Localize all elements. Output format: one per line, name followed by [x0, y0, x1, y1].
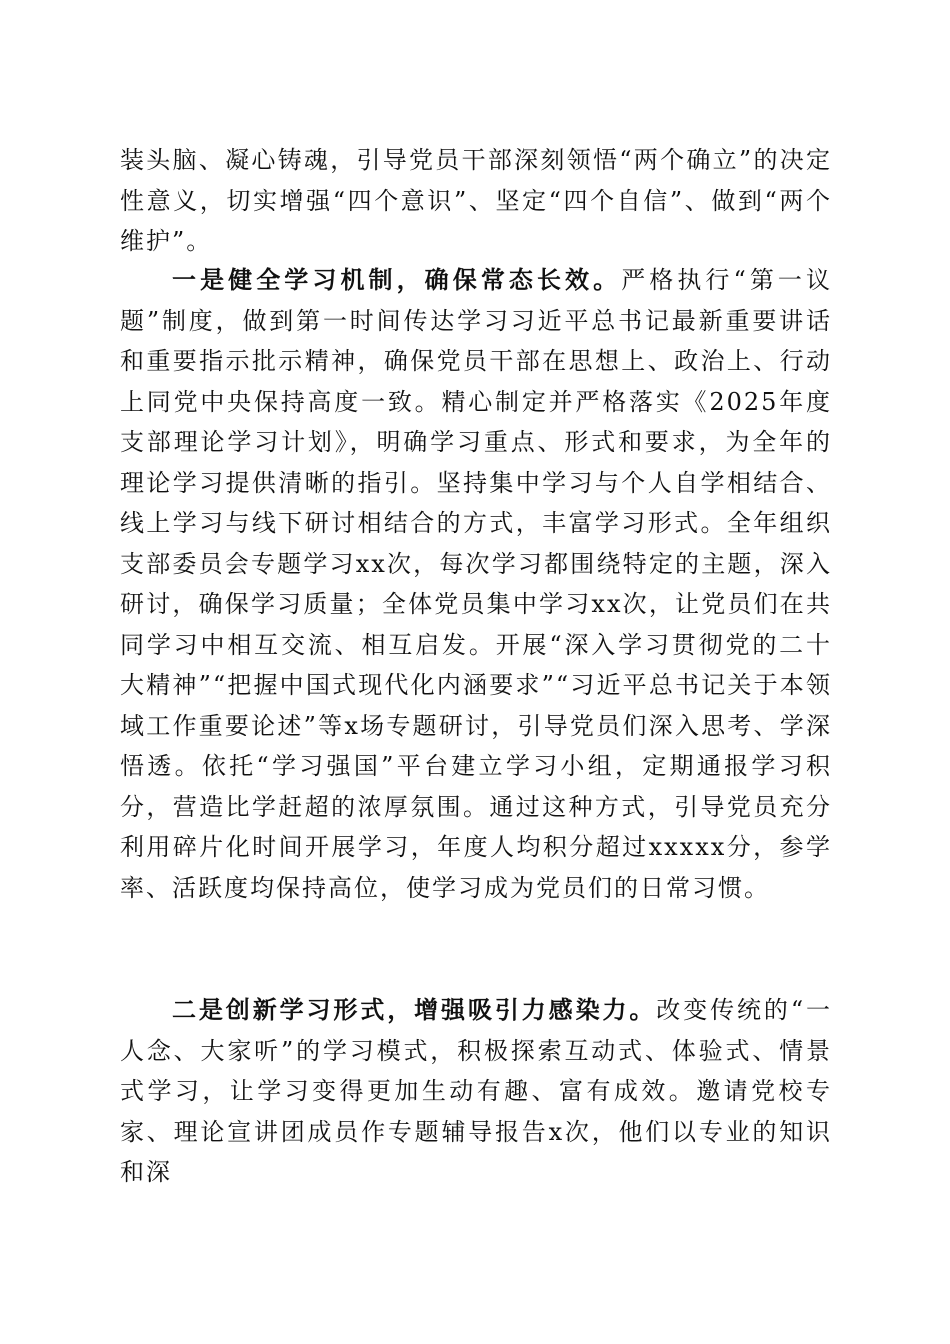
- paragraph-learning-mechanism: [120, 260, 832, 908]
- paragraph-continuation: [120, 140, 832, 262]
- paragraph-learning-forms: [120, 990, 832, 1193]
- paragraph-body: [120, 990, 832, 1193]
- paragraph-lead: 二是创新学习形式，增强吸引力感染力。: [172, 995, 657, 1024]
- paragraph-text: 装头脑、凝心铸魂，引导党员干部深刻领悟“两个确立”的决定性意义，切实增强“四个意识”、坚定“四个自信”、做到“两个维护”。: [120, 146, 832, 255]
- paragraph-text: 改变传统的“一人念、大家听”的学习模式，积极探索互动式、体验式、情景式学习，让学习变得更加生动有趣、富有成效。邀请党校专家、理论宣讲团成员作专题辅导报告x次，他们以专业的知识和深: [120, 996, 832, 1186]
- paragraph-text: 严格执行“第一议题”制度，做到第一时间传达学习习近平总书记最新重要讲话和重要指示批示精神，确保党员干部在思想上、政治上、行动上同党中央保持高度一致。精心制定并严格落实《2025年度支部理论学习计划》，明确学习重点、形式和要求，为全年的理论学习提供清晰的指引。坚持集中学习与个人自学相结合、线上学习与线下研讨相结合的方式，丰富学习形式。全年组织支部委员会专题学习xx次，每次学习都围绕特定的主题，深入研讨，确保学习质量；全体党员集中学习xx次，让党员们在共同学习中相互交流、相互启发。开展“深入学习贯彻党的二十大精神”“把握中国式现代化内涵要求”“习近平总书记关于本领域工作重要论述”等x场专题研讨，引导党员们深入思考、学深悟透。依托“学习强国”平台建立学习小组，定期通报学习积分，营造比学赶超的浓厚氛围。通过这种方式，引导党员充分利用碎片化时间开展学习，年度人均积分超过xxxxx分，参学率、活跃度均保持高位，使学习成为党员们的日常习惯。: [120, 266, 832, 902]
- paragraph-body: [120, 260, 832, 908]
- paragraph-lead: 一是健全学习机制，确保常态长效。: [172, 265, 622, 294]
